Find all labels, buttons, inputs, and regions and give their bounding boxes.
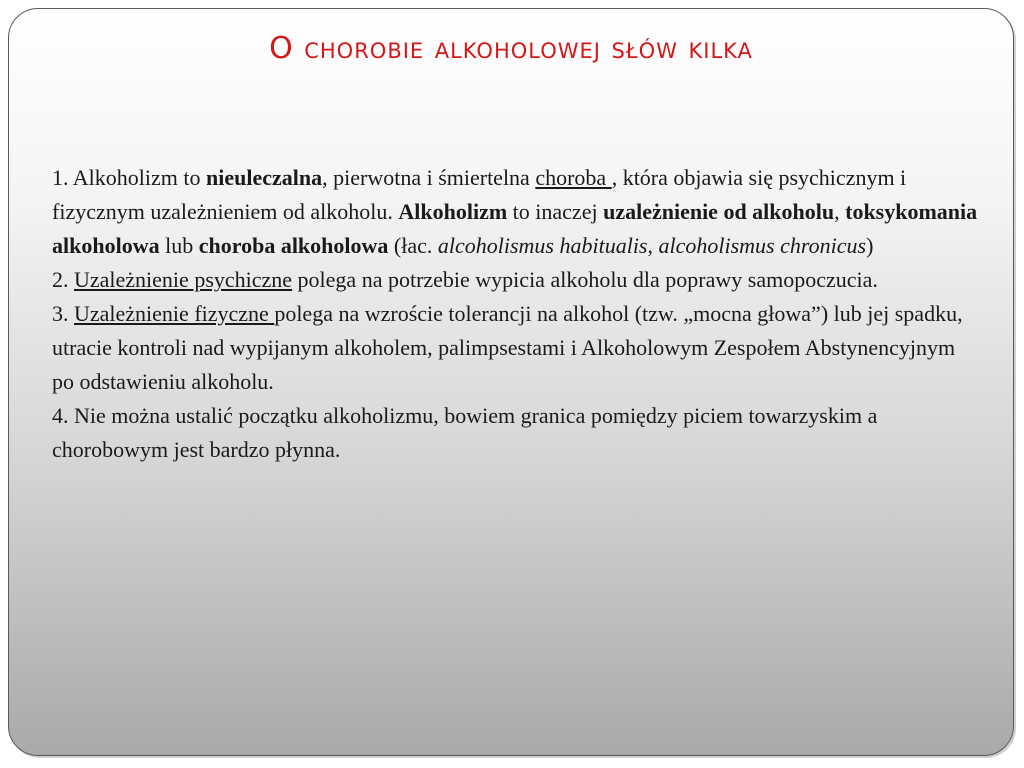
p1-bold-nieuleczalna: nieuleczalna: [206, 165, 323, 190]
paragraph-1: [52, 161, 982, 263]
p2-underlined-psychiczne: Uzależnienie psychiczne: [74, 267, 293, 292]
p1-text-7: (łac.: [388, 233, 438, 258]
slide-title: O chorobie alkoholowej słów kilka: [269, 31, 753, 66]
p3-text-1: 3.: [52, 301, 74, 326]
p1-italic-habitualis: alcoholismus habitualis: [437, 233, 648, 258]
p1-bold-alkoholizm: Alkoholizm: [398, 199, 508, 224]
paragraph-2: [52, 263, 982, 297]
p1-text-4: to inaczej: [507, 199, 604, 224]
p1-text-9: ): [866, 233, 874, 258]
p1-bold-toksykomania: toksykomania alkoholowa: [52, 199, 978, 258]
paragraph-4: 4. Nie można ustalić początku alkoholizmu, bowiem granica pomiędzy piciem towarzyskim a chorobowym jest bardzo płynna.: [52, 403, 878, 462]
p1-underlined-choroba: choroba: [535, 165, 612, 190]
slide: [8, 8, 1014, 756]
p1-text-3: , która objawia się psychicznym i fizycznym uzależnieniem od alkoholu.: [52, 165, 907, 224]
p3-underlined-fizyczne: Uzależnienie fizyczne: [74, 301, 275, 326]
p2-text-1: 2.: [52, 267, 74, 292]
p1-text-5: ,: [834, 199, 846, 224]
p1-text-6: lub: [159, 233, 199, 258]
p1-text-8: ,: [647, 233, 659, 258]
p1-bold-choroba-alkoholowa: choroba alkoholowa: [198, 233, 389, 258]
paragraph-3: [52, 297, 982, 399]
p3-text-2: polega na wzroście tolerancji na alkohol (tzw. „mocna głowa”) lub jej spadku, utracie kontroli nad wypijanym alkoholem, palimpsestami i Alkoholowym Zespołem Abstynencyjnym po odstawieniu alkoholu.: [52, 301, 963, 394]
p1-italic-chronicus: alcoholismus chronicus: [658, 233, 867, 258]
p1-text-1: 1. Alkoholizm to: [52, 165, 206, 190]
p1-bold-uzaleznienie: uzależnienie od alkoholu: [603, 199, 835, 224]
slide-body: [52, 161, 982, 467]
p2-text-2: polega na potrzebie wypicia alkoholu dla poprawy samopoczucia.: [292, 267, 878, 292]
p1-text-2: , pierwotna i śmiertelna: [322, 165, 536, 190]
